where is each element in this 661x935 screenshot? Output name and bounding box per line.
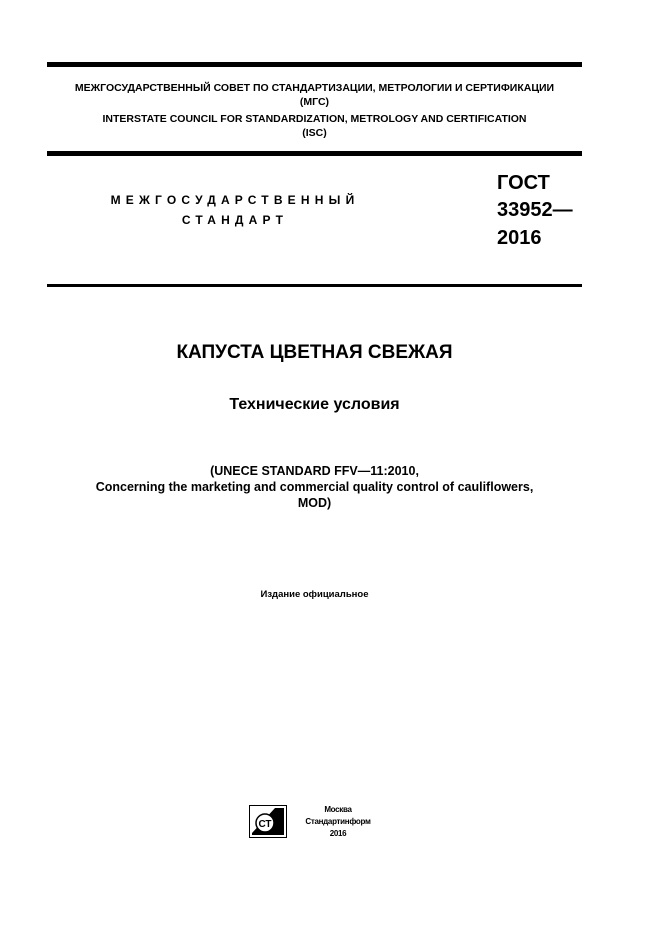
publisher-year: 2016 xyxy=(329,829,347,838)
gost-label: ГОСТ xyxy=(497,172,550,194)
publisher-city: Москва xyxy=(324,805,352,814)
gost-year: 2016 xyxy=(497,227,542,249)
bottom-rule xyxy=(47,284,582,287)
edition-label: Издание официальное xyxy=(260,589,369,600)
reference-line1: (UNECE STANDARD FFV—11:2010, xyxy=(210,464,419,478)
top-rule xyxy=(47,62,582,67)
council-en-name: INTERSTATE COUNCIL FOR STANDARDIZATION, METROLOGY AND CERTIFICATION xyxy=(102,113,527,125)
document-title: КАПУСТА ЦВЕТНАЯ СВЕЖАЯ xyxy=(176,342,453,363)
council-ru-name: МЕЖГОСУДАРСТВЕННЫЙ СОВЕТ ПО СТАНДАРТИЗАЦИИ, МЕТРОЛОГИИ И СЕРТИФИКАЦИИ xyxy=(74,82,555,94)
svg-text:СТ: СТ xyxy=(258,819,272,830)
gost-number: 33952— xyxy=(497,199,573,221)
council-en-block xyxy=(47,112,582,140)
council-ru-block xyxy=(47,81,582,109)
standard-type-line2: СТАНДАРТ xyxy=(181,213,289,227)
publisher-name: Стандартинформ xyxy=(305,817,371,826)
document-subtitle: Технические условия xyxy=(229,396,400,413)
reference-line3: MOD) xyxy=(297,496,332,510)
council-ru-abbr: (МГС) xyxy=(299,96,330,108)
reference-line2: Concerning the marketing and commercial quality control of cauliflowers, xyxy=(95,480,534,494)
council-en-abbr: (ISC) xyxy=(302,127,327,139)
standartinform-logo-icon xyxy=(249,805,287,838)
middle-rule xyxy=(47,151,582,156)
standard-type-line1: МЕЖГОСУДАРСТВЕННЫЙ xyxy=(110,193,360,207)
